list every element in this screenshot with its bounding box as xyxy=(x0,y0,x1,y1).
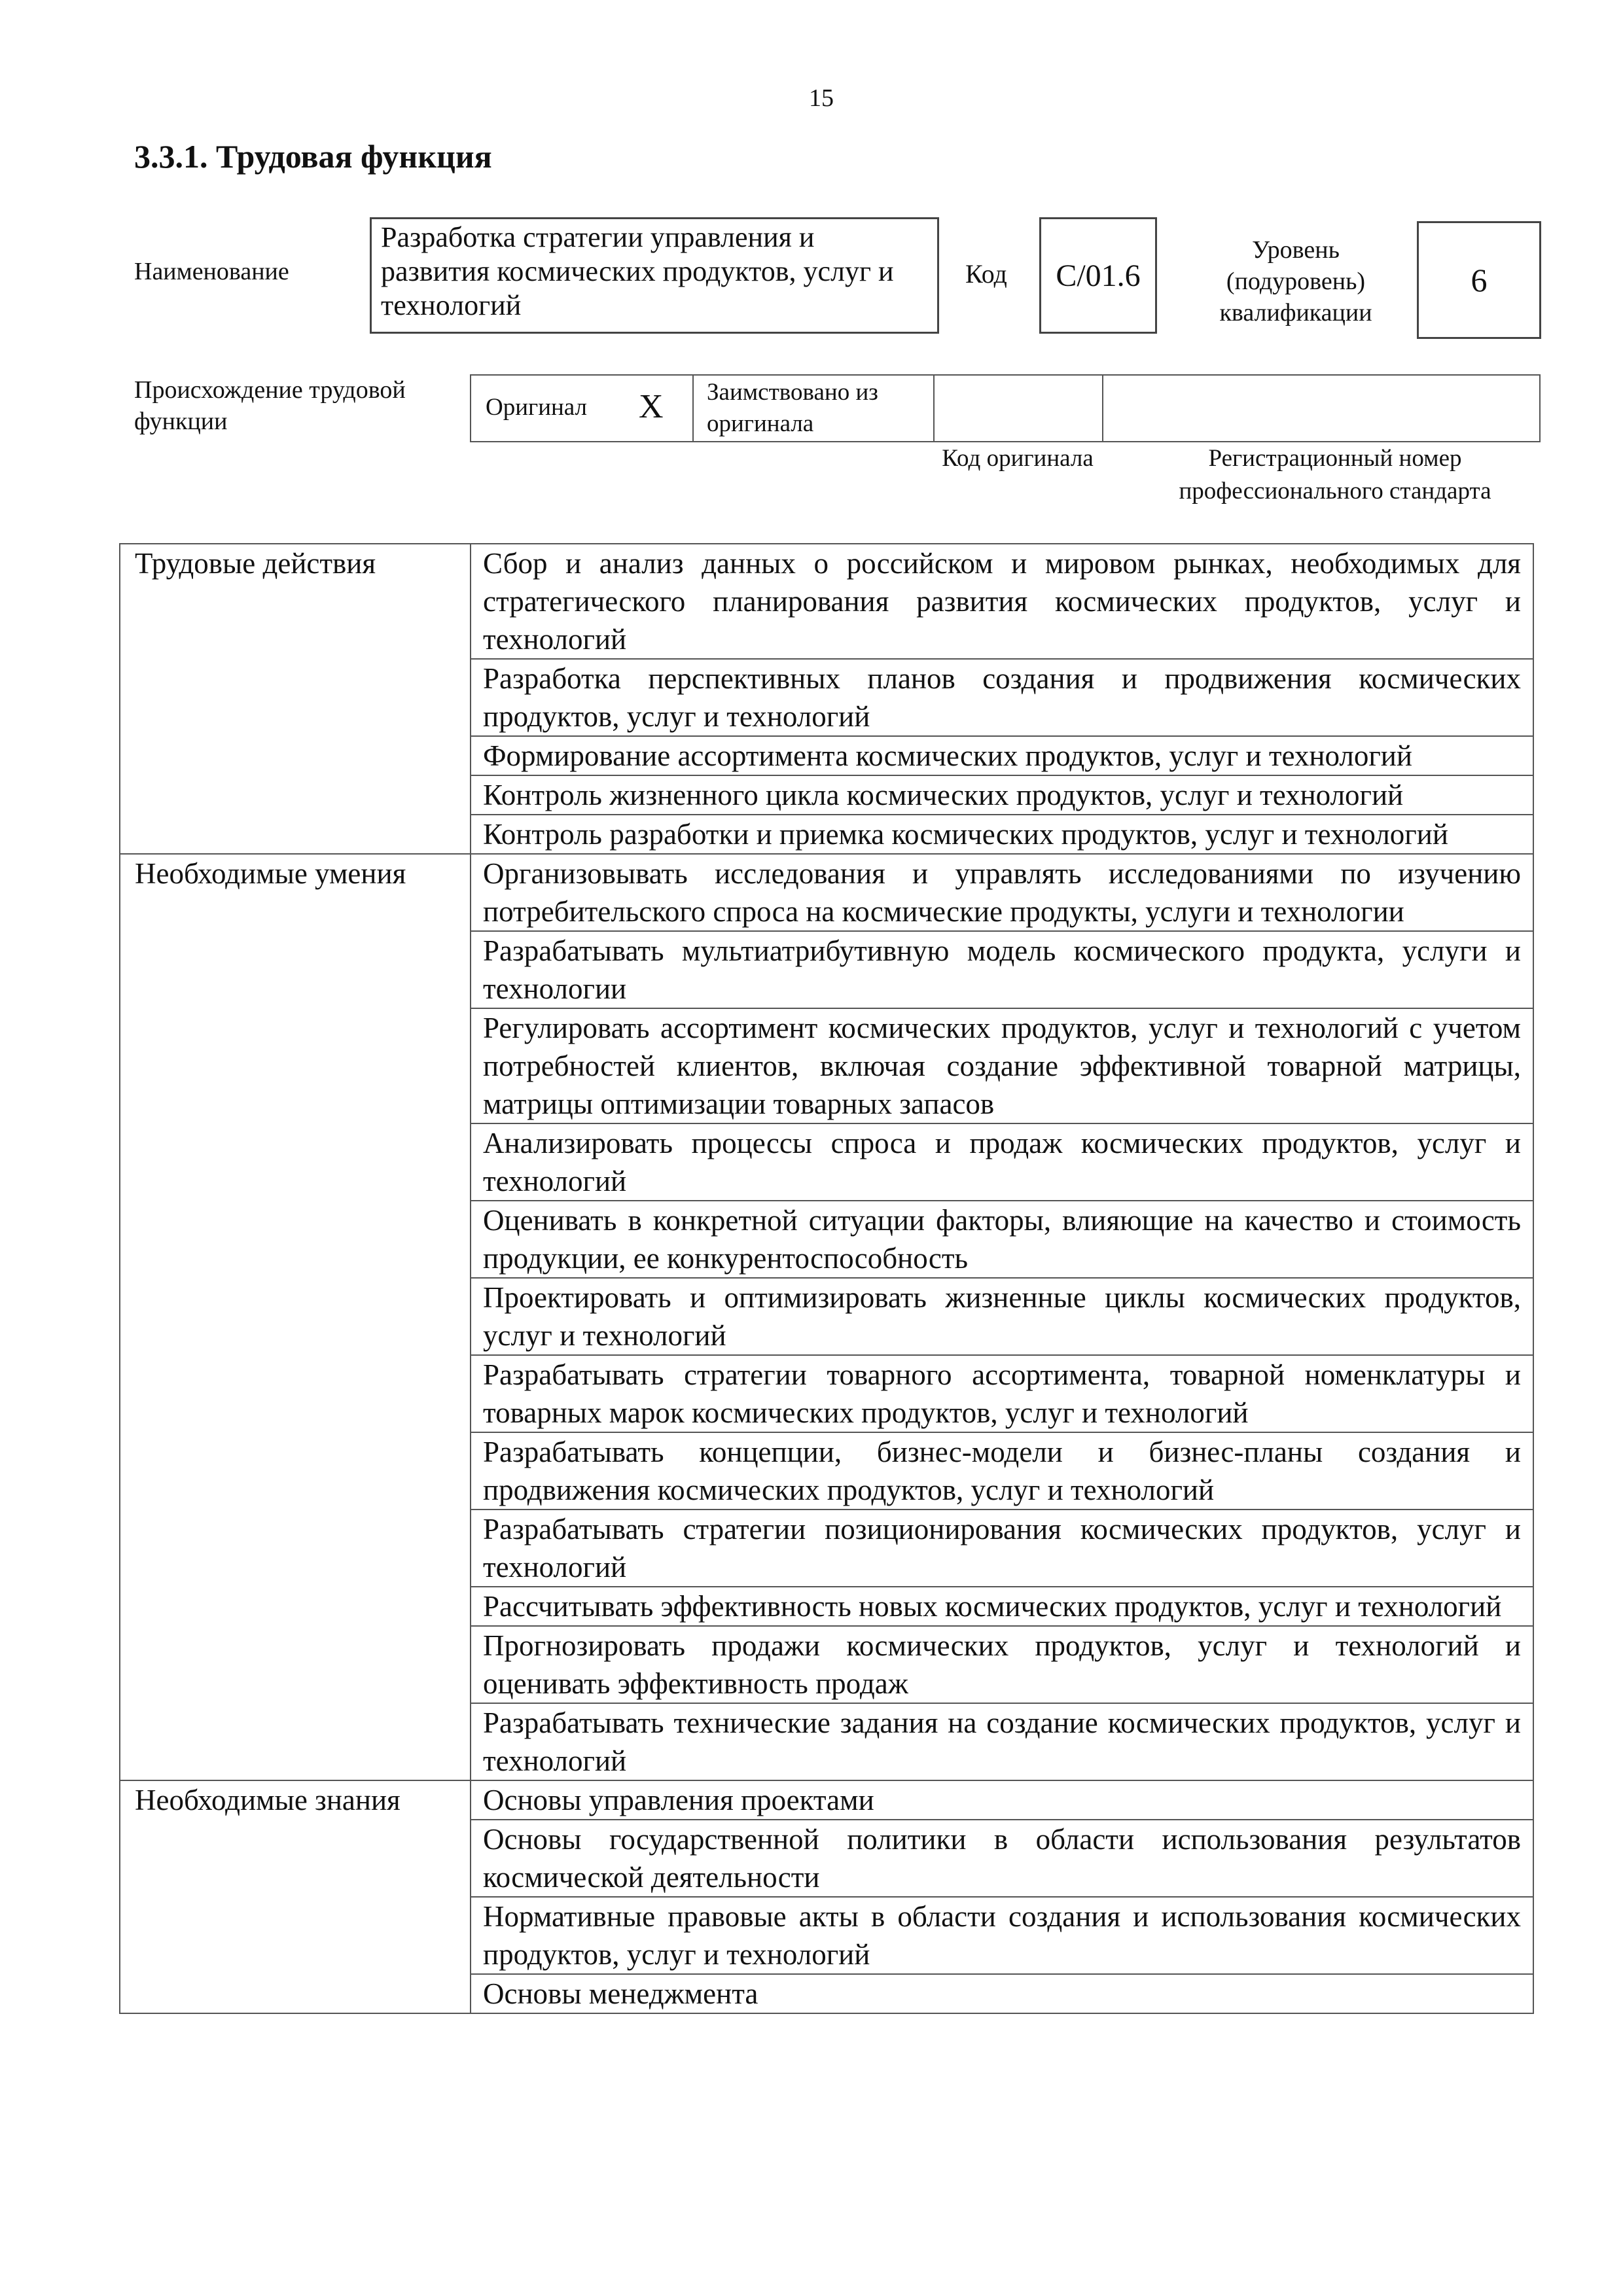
section-item: Проектировать и оптимизировать жизненные циклы космических продуктов, услуг и технологий xyxy=(471,1278,1533,1355)
code-label: Код xyxy=(965,259,1007,289)
section-item: Прогнозировать продажи космических продуктов, услуг и технологий и оценивать эффективность продаж xyxy=(471,1626,1533,1703)
labor-function-table xyxy=(119,543,1534,2014)
table-row xyxy=(120,1780,1533,1820)
original-cell xyxy=(470,374,694,442)
section-item: Регулировать ассортимент космических продуктов, услуг и технологий с учетом потребностей клиентов, включая создание эффективной товарной матрицы, матрицы оптимизации товарных запасов xyxy=(471,1008,1533,1123)
original-mark: X xyxy=(639,388,664,425)
table-row xyxy=(120,854,1533,931)
borrowed-label: Заимствовано из оригинала xyxy=(707,379,878,437)
name-label: Наименование xyxy=(134,258,289,285)
section-item: Сбор и анализ данных о российском и мировом рынках, необходимых для стратегического планирования развития космических продуктов, услуг и технологий xyxy=(471,544,1533,659)
section-item: Нормативные правовые акты в области создания и использования космических продуктов, услуг и технологий xyxy=(471,1897,1533,1974)
level-value: 6 xyxy=(1471,262,1488,298)
level-box xyxy=(1417,221,1541,339)
level-label: Уровень (подуровень) квалификации xyxy=(1219,236,1372,327)
section-heading: 3.3.1. Трудовая функция xyxy=(134,138,492,175)
reg-number-cell xyxy=(1102,374,1541,442)
section-item: Основы управления проектами xyxy=(471,1780,1533,1820)
page-number: 15 xyxy=(809,84,834,112)
section-item: Разрабатывать концепции, бизнес-модели и бизнес-планы создания и продвижения космических продуктов, услуг и технологий xyxy=(471,1432,1533,1510)
code-original-caption: Код оригинала xyxy=(942,445,1094,472)
section-item: Анализировать процессы спроса и продаж космических продуктов, услуг и технологий xyxy=(471,1123,1533,1201)
section-item: Разрабатывать стратегии позиционирования космических продуктов, услуг и технологий xyxy=(471,1510,1533,1587)
borrowed-cell xyxy=(692,374,935,442)
original-label: Оригинал xyxy=(486,394,588,421)
function-name-value: Разработка стратегии управления и развития космических продуктов, услуг и технологий xyxy=(381,221,894,321)
code-original-cell xyxy=(933,374,1103,442)
section-title: Необходимые умения xyxy=(120,854,471,1780)
section-item: Рассчитывать эффективность новых космических продуктов, услуг и технологий xyxy=(471,1587,1533,1626)
section-item: Формирование ассортимента космических продуктов, услуг и технологий xyxy=(471,736,1533,775)
section-item: Контроль разработки и приемка космических продуктов, услуг и технологий xyxy=(471,815,1533,854)
section-item: Контроль жизненного цикла космических продуктов, услуг и технологий xyxy=(471,775,1533,815)
code-box xyxy=(1039,217,1157,334)
section-item: Оценивать в конкретной ситуации факторы, влияющие на качество и стоимость продукции, ее конкурентоспособность xyxy=(471,1201,1533,1278)
section-title: Трудовые действия xyxy=(120,544,471,854)
function-name-box xyxy=(370,217,939,334)
section-item: Разрабатывать стратегии товарного ассортимента, товарной номенклатуры и товарных марок космических продуктов, услуг и технологий xyxy=(471,1355,1533,1432)
code-value: C/01.6 xyxy=(1056,258,1141,293)
table-row xyxy=(120,544,1533,659)
section-item: Основы государственной политики в области использования результатов космической деятельности xyxy=(471,1820,1533,1897)
section-item: Основы менеджмента xyxy=(471,1974,1533,2013)
section-item: Разрабатывать технические задания на создание космических продуктов, услуг и технологий xyxy=(471,1703,1533,1780)
origin-label: Происхождение трудовой функции xyxy=(134,376,406,435)
section-item: Разрабатывать мультиатрибутивную модель космического продукта, услуги и технологии xyxy=(471,931,1533,1008)
section-item: Организовывать исследования и управлять исследованиями по изучению потребительского спроса на космические продукты, услуги и технологии xyxy=(471,854,1533,931)
section-item: Разработка перспективных планов создания и продвижения космических продуктов, услуг и технологий xyxy=(471,659,1533,736)
section-title: Необходимые знания xyxy=(120,1780,471,2013)
reg-number-caption: Регистрационный номер профессионального стандарта xyxy=(1179,445,1491,504)
